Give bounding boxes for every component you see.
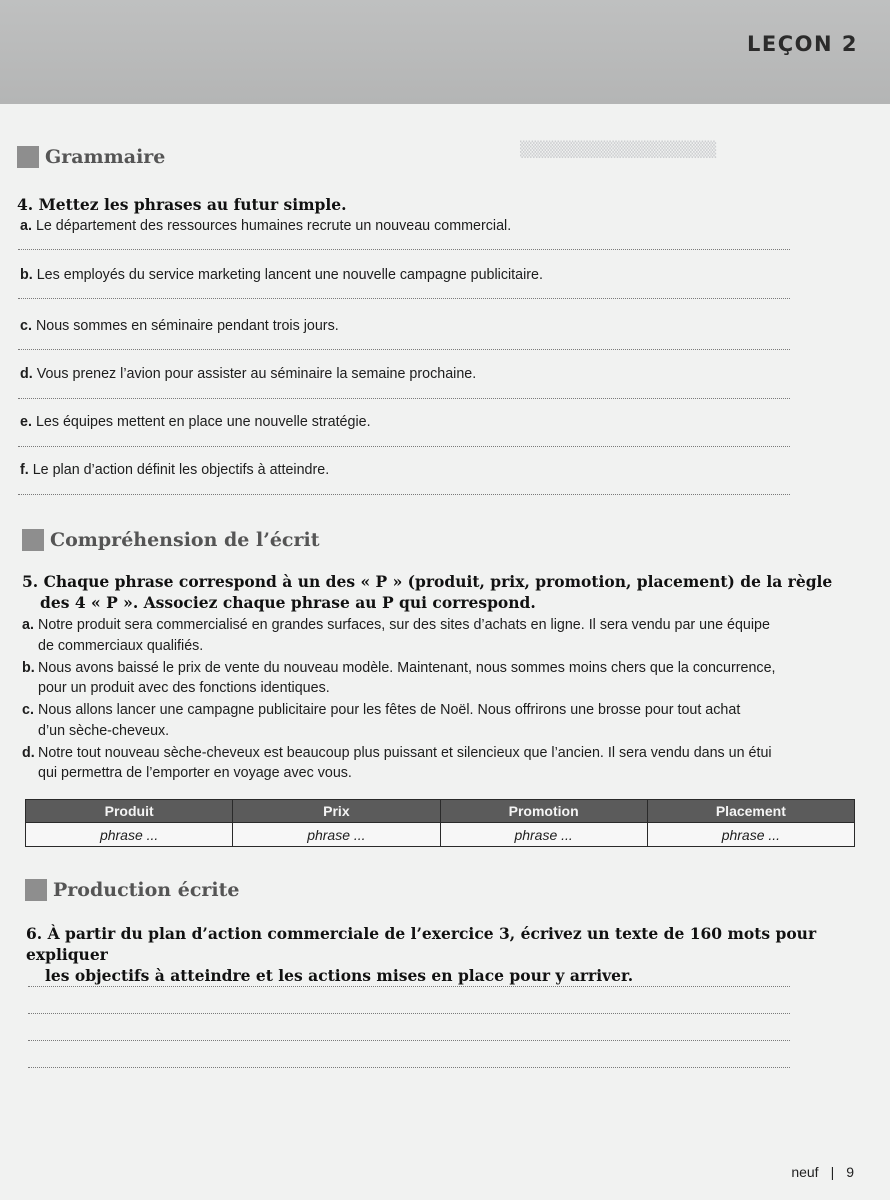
bleed-through-decoration: ▒▒▒▒▒▒▒▒▒▒▒▒▒▒▒▒▒ bbox=[520, 140, 717, 158]
comprehension-section-title: Compréhension de l’écrit bbox=[50, 529, 320, 551]
table-header-placement: Placement bbox=[647, 800, 854, 823]
answer-line[interactable] bbox=[18, 446, 790, 447]
exercise-5-item-a: a. Notre produit sera commercialisé en grandes surfaces, sur des sites d’achats en ligne. Il sera vendu par une équipe de commerciaux qualifiés. bbox=[22, 617, 770, 654]
exercise-4-item-c: c. Nous sommes en séminaire pendant trois jours. bbox=[20, 318, 339, 334]
writing-line[interactable] bbox=[28, 986, 790, 987]
table-cell-answer[interactable]: phrase ... bbox=[233, 823, 440, 847]
section-square-icon bbox=[22, 529, 44, 551]
writing-line[interactable] bbox=[28, 1067, 790, 1068]
answer-line[interactable] bbox=[18, 494, 790, 495]
exercise-4-item-e: e. Les équipes mettent en place une nouvelle stratégie. bbox=[20, 414, 371, 430]
exercise-5-list bbox=[22, 615, 842, 785]
writing-line[interactable] bbox=[28, 1040, 790, 1041]
exercise-5-item-b: b. Nous avons baissé le prix de vente du nouveau modèle. Maintenant, nous sommes moins chers que la concurrence, pour un produit avec des fonctions identiques. bbox=[22, 659, 776, 696]
table-cell-answer[interactable]: phrase ... bbox=[26, 823, 233, 847]
table-header-row bbox=[26, 800, 855, 823]
exercise-5-item-c: c. Nous allons lancer une campagne publicitaire pour les fêtes de Noël. Nous offrirons une brosse pour tout achat d’un sèche-cheveux. bbox=[22, 702, 741, 739]
answer-line[interactable] bbox=[18, 249, 790, 250]
comprehension-section-header bbox=[22, 529, 320, 551]
grammaire-section-title: Grammaire bbox=[45, 146, 166, 168]
exercise-4-item-a: a. Le département des ressources humaines recrute un nouveau commercial. bbox=[20, 218, 512, 234]
page-footer bbox=[791, 1164, 854, 1180]
table-header-produit: Produit bbox=[26, 800, 233, 823]
table-cell-answer[interactable]: phrase ... bbox=[440, 823, 647, 847]
exercise-5-title: 5. Chaque phrase correspond à un des « P » (produit, prix, promotion, placement) de la règle des 4 « P ». Associez chaque phrase au P qui correspond. bbox=[22, 572, 833, 612]
exercise-4-item-f: f. Le plan d’action définit les objectifs à atteindre. bbox=[20, 462, 330, 478]
exercise-4-item-b: b. Les employés du service marketing lancent une nouvelle campagne publicitaire. bbox=[20, 267, 543, 283]
top-gray-band bbox=[0, 0, 890, 112]
answer-line[interactable] bbox=[18, 398, 790, 399]
table-header-promotion: Promotion bbox=[440, 800, 647, 823]
page-number: 9 bbox=[846, 1164, 854, 1180]
answer-line[interactable] bbox=[18, 349, 790, 350]
footer-separator: | bbox=[830, 1164, 835, 1180]
section-square-icon bbox=[25, 879, 47, 901]
writing-line[interactable] bbox=[28, 1013, 790, 1014]
production-section-header bbox=[25, 879, 239, 901]
exercise-4-title: 4. Mettez les phrases au futur simple. bbox=[17, 195, 347, 214]
grammaire-section-header bbox=[17, 146, 165, 168]
four-p-table bbox=[25, 799, 855, 847]
exercise-6-title: 6. À partir du plan d’action commerciale de l’exercice 3, écrivez un texte de 160 mots pour expliquer les objectifs à atteindre et les actions mises en place pour y arriver. bbox=[26, 924, 817, 985]
table-header-prix: Prix bbox=[233, 800, 440, 823]
exercise-5-item-d: d. Notre tout nouveau sèche-cheveux est beaucoup plus puissant et silencieux que l’ancien. Il sera vendu dans un étui qui permettra de l’emporter en voyage avec vous. bbox=[22, 744, 772, 781]
exercise-4-item-d: d. Vous prenez l’avion pour assister au séminaire la semaine prochaine. bbox=[20, 366, 477, 382]
answer-line[interactable] bbox=[18, 298, 790, 299]
page-word: neuf bbox=[791, 1164, 819, 1180]
section-square-icon bbox=[17, 146, 39, 168]
lesson-label: LEÇON 2 bbox=[747, 32, 858, 56]
table-row bbox=[26, 823, 855, 847]
table-cell-answer[interactable]: phrase ... bbox=[647, 823, 854, 847]
production-section-title: Production écrite bbox=[53, 879, 240, 901]
